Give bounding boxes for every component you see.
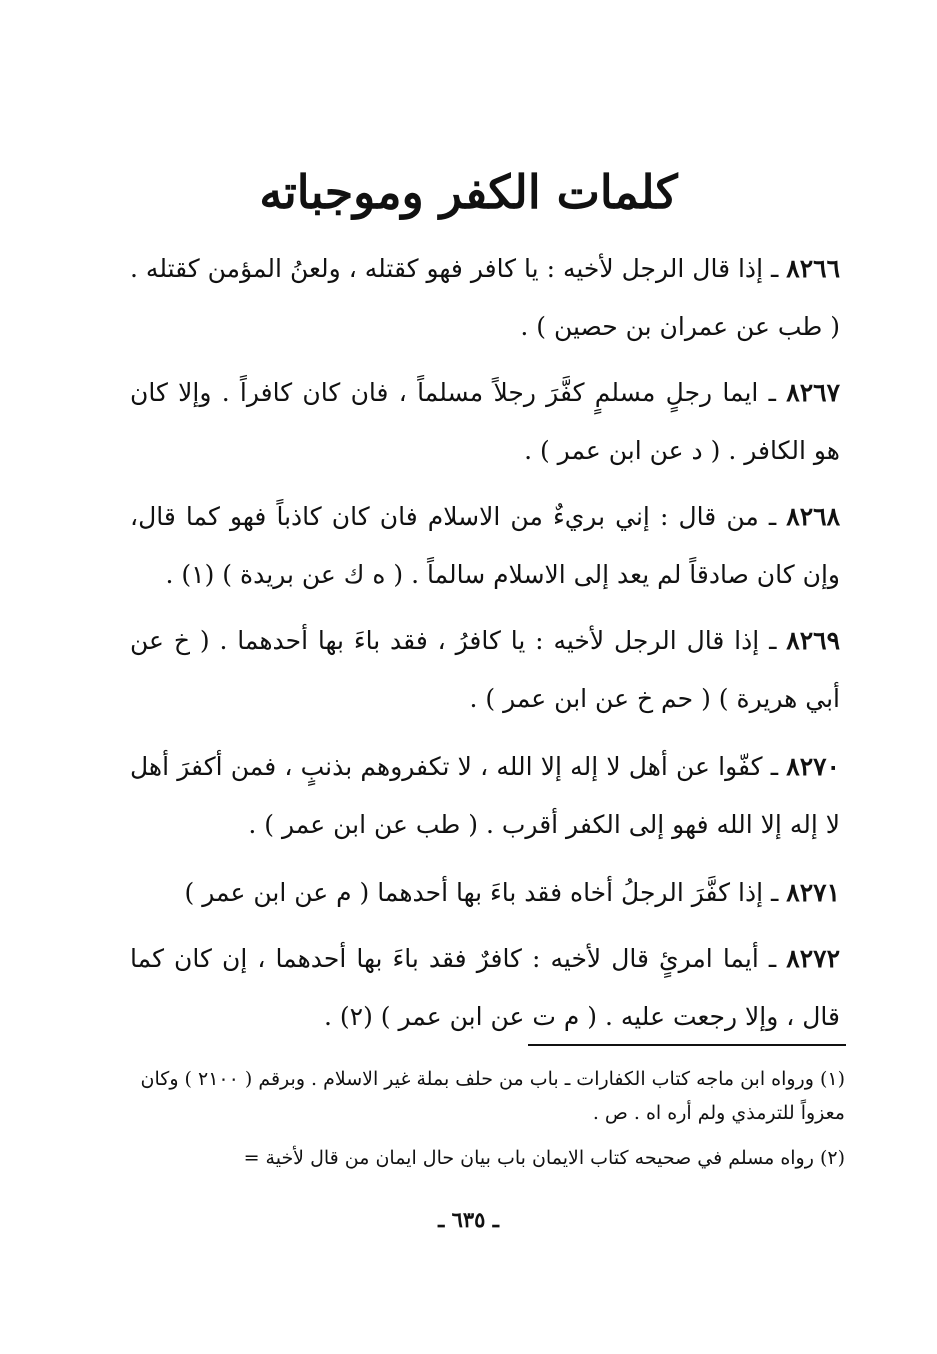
hadith-text: كفّوا عن أهل لا إله إلا الله ، لا تكفروهم بذنبٍ ، فمن أكفرَ أهل لا إله إلا الله فهو إلى الكفر أقرب . ( طب عن ابن عمر ) .	[130, 752, 840, 839]
hadith-number: ٨٢٧٠	[786, 752, 840, 781]
hadith-entry	[130, 930, 840, 1046]
footnote: (١) ورواه ابن ماجه كتاب الكفارات ـ باب من حلف بملة غير الاسلام . وبرقم ( ٢١٠٠ ) وكان معزواً للترمذي ولم أره اه . ص .	[140, 1068, 845, 1124]
hadith-entry	[130, 738, 840, 854]
hadith-entry	[130, 864, 840, 922]
hadith-text: إذا قال الرجل لأخيه : يا كافر فهو كقتله ، ولعنُ المؤمن كقتله . ( طب عن عمران بن حصين ) .	[130, 254, 840, 341]
hadith-dash: ـ	[762, 752, 779, 781]
hadith-number: ٨٢٧٢	[786, 944, 840, 973]
hadith-entry	[130, 240, 840, 356]
hadith-dash: ـ	[758, 378, 776, 407]
hadith-text: ايما رجلٍ مسلمٍ كفَّرَ رجلاً مسلماً ، فان كان كافراً . وإلا كان هو الكافر . ( د عن ابن عمر ) .	[130, 378, 840, 465]
hadith-text: إذا كفَّرَ الرجلُ أخاه فقد باءَ بها أحدهما ( م عن ابن عمر )	[184, 878, 764, 907]
hadith-text: إذا قال الرجل لأخيه : يا كافرُ ، فقد باءَ بها أحدهما . ( خ عن أبي هريرة ) ( حم خ عن ابن عمر ) .	[130, 626, 840, 713]
hadith-entry	[130, 364, 840, 480]
hadith-number: ٨٢٦٩	[786, 626, 841, 655]
hadith-number: ٨٢٦٧	[786, 378, 840, 407]
hadith-text: من قال : إني بريءٌ من الاسلام فان كان كاذباً فهو كما قال، وإن كان صادقاً لم يعد إلى الاسلام سالماً . ( ه ك عن بريدة ) (١) .	[130, 502, 840, 589]
hadith-number: ٨٢٧١	[786, 878, 840, 907]
hadith-dash: ـ	[759, 626, 777, 655]
hadith-entry	[130, 612, 840, 728]
hadith-entry	[130, 488, 840, 604]
hadith-dash: ـ	[763, 878, 779, 907]
footnote-divider	[528, 1044, 846, 1046]
footnote: (٢) رواه مسلم في صحيحه كتاب الايمان باب بيان حال ايمان من قال لأخية =	[243, 1147, 845, 1169]
hadith-number: ٨٢٦٨	[786, 502, 841, 531]
hadith-text: أيما امرئٍ قال لأخيه : كافرٌ فقد باءَ بها أحدهما ، إن كان كما قال ، وإلا رجعت عليه . ( م ت عن ابن عمر ) (٢) .	[130, 944, 840, 1031]
hadith-dash: ـ	[758, 944, 777, 973]
hadith-dash: ـ	[763, 254, 779, 283]
hadith-number: ٨٢٦٦	[786, 254, 840, 283]
hadith-dash: ـ	[758, 502, 777, 531]
chapter-title: كلمات الكفر وموجباته	[259, 165, 678, 219]
page-number: ـ ٦٣٥ ـ	[438, 1207, 499, 1232]
